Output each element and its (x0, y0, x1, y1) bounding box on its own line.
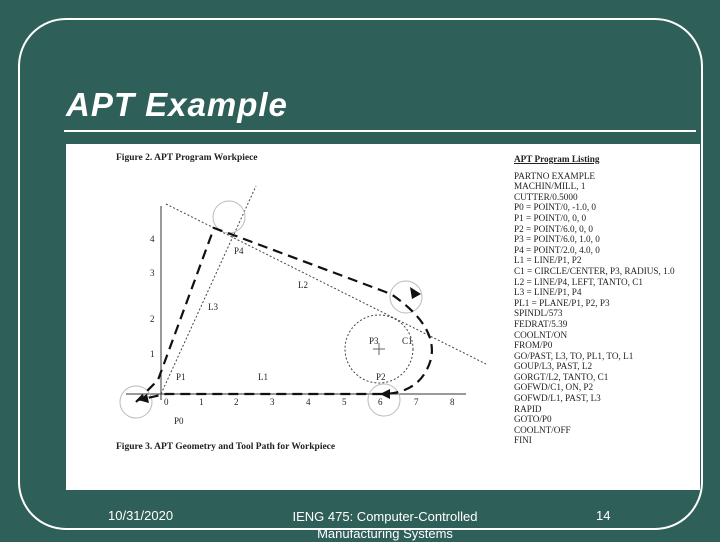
label-p0: P0 (174, 416, 184, 426)
listing-line: GOTO/P0 (514, 414, 552, 425)
listing-title: APT Program Listing (514, 154, 600, 164)
listing-lines (514, 171, 675, 446)
listing-line: P3 = POINT/6.0, 1.0, 0 (514, 234, 600, 245)
listing-line: P2 = POINT/6.0, 0, 0 (514, 223, 593, 234)
label-l3: L3 (208, 302, 218, 312)
listing-line: P0 = POINT/0, -1.0, 0 (514, 202, 597, 213)
x-tick-5: 5 (342, 397, 347, 407)
footer-date: 10/31/2020 (108, 508, 174, 523)
y-tick-labels (150, 234, 155, 359)
label-p3: P3 (369, 336, 379, 346)
line-l3 (161, 186, 256, 394)
x-tick-4: 4 (306, 397, 311, 407)
listing-line: COOLNT/ON (514, 329, 568, 340)
x-tick-labels (164, 397, 455, 407)
listing-line: CUTTER/0.5000 (514, 191, 578, 202)
figure-panel (66, 144, 700, 490)
listing-line: L1 = LINE/P1, P2 (514, 255, 582, 266)
label-p1: P1 (176, 372, 186, 382)
x-tick-0: 0 (164, 397, 169, 407)
figure-caption-top: Figure 2. APT Program Workpiece (116, 153, 258, 163)
label-l1: L1 (258, 372, 268, 382)
y-tick-3: 3 (150, 268, 155, 278)
listing-line: SPINDL/573 (514, 308, 563, 319)
listing-line: FEDRAT/5.39 (514, 318, 568, 329)
listing-line: PARTNO EXAMPLE (514, 170, 596, 181)
x-tick-2: 2 (234, 397, 239, 407)
listing-line: P4 = POINT/2.0, 4.0, 0 (514, 244, 600, 255)
listing-line: MACHIN/MILL, 1 (514, 181, 586, 192)
listing-line: GO/PAST, L3, TO, PL1, TO, L1 (514, 350, 634, 361)
listing-line: L3 = LINE/P1, P4 (514, 287, 582, 298)
apt-program-listing (514, 154, 675, 446)
listing-line: GOUP/L3, PAST, L2 (514, 361, 593, 372)
listing-line: FROM/P0 (514, 340, 553, 351)
footer-course (280, 508, 490, 542)
footer-page-number: 14 (596, 508, 611, 523)
x-tick-7: 7 (414, 397, 419, 407)
footer-course-line-2: Manufacturing Systems (317, 526, 453, 541)
listing-line: RAPID (514, 403, 542, 414)
listing-line: P1 = POINT/0, 0, 0 (514, 212, 587, 223)
label-p2: P2 (376, 372, 386, 382)
listing-line: GOFWD/C1, ON, P2 (514, 382, 594, 393)
slide-title: APT Example (66, 86, 288, 123)
label-c1: C1 (402, 336, 413, 346)
listing-line: PL1 = PLANE/P1, P2, P3 (514, 297, 610, 308)
listing-line: GOFWD/L1, PAST, L3 (514, 393, 601, 404)
listing-line: GORGT/L2, TANTO, C1 (514, 371, 609, 382)
x-tick-1: 1 (199, 397, 204, 407)
x-tick-6: 6 (378, 397, 383, 407)
footer-course-line-1: IENG 475: Computer-Controlled (292, 509, 478, 524)
y-tick-1: 1 (150, 349, 155, 359)
label-l2: L2 (298, 280, 308, 290)
title-divider (64, 130, 696, 132)
y-tick-4: 4 (150, 234, 155, 244)
cutter-circle-p2 (368, 384, 400, 416)
y-tick-2: 2 (150, 314, 155, 324)
label-p4: P4 (234, 246, 244, 256)
figure-caption-bottom: Figure 3. APT Geometry and Tool Path for Workpiece (116, 442, 336, 452)
listing-line: COOLNT/OFF (514, 424, 571, 435)
listing-line: FINI (514, 435, 532, 446)
cutter-circle-p4 (213, 201, 245, 233)
x-tick-8: 8 (450, 397, 455, 407)
listing-line: L2 = LINE/P4, LEFT, TANTO, C1 (514, 276, 643, 287)
listing-line: C1 = CIRCLE/CENTER, P3, RADIUS, 1.0 (514, 265, 675, 276)
x-tick-3: 3 (270, 397, 275, 407)
